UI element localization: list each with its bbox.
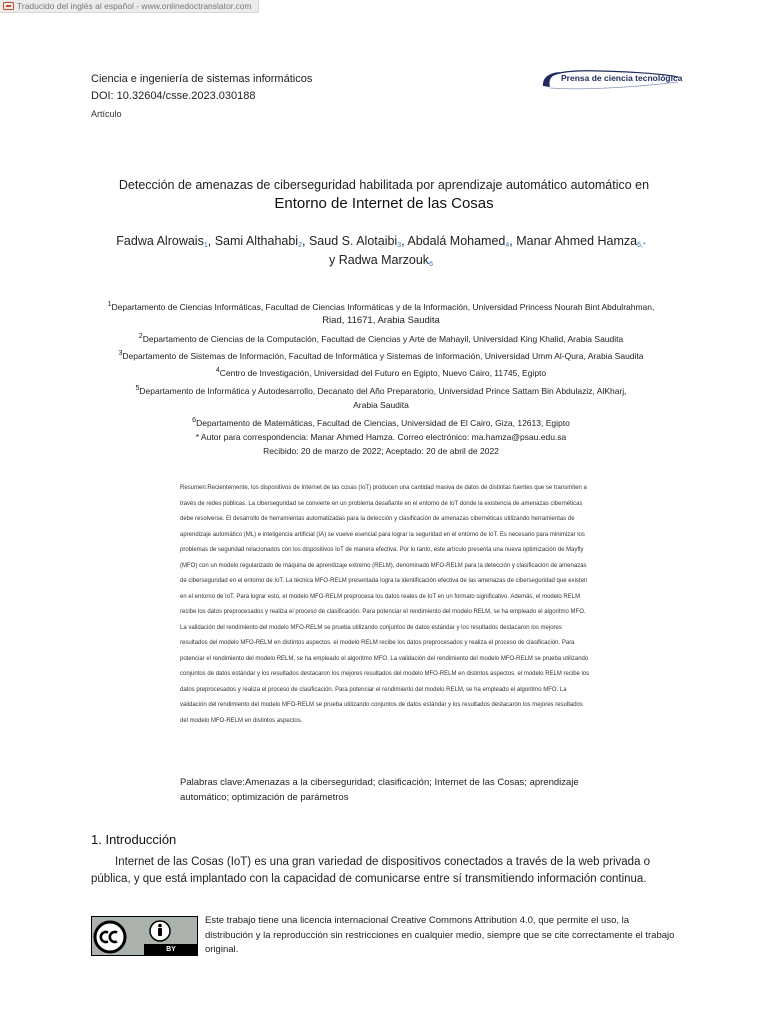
affiliations [91,297,671,459]
author-name: Saud S. Alotaibi [308,234,398,248]
affiliation-text: Departamento de Ciencias Informáticas, Facultad de Ciencias Informáticas y de la Información, Universidad Princess Nourah Bint Abdulrahman, [111,301,655,312]
journal-name: Ciencia e ingeniería de sistemas informáticos [91,73,313,85]
affiliation-number: 2 [138,331,143,340]
affiliation-5-cont: Arabia Saudita [353,400,409,411]
author-name: y Radwa Marzouk [329,253,430,267]
author-name: Fadwa Alrowais [116,234,204,248]
author-affiliation-mark[interactable]: 5,* [637,242,646,249]
affiliation-number: 6 [192,415,197,424]
author-separator: , [401,234,408,248]
affiliation-number: 5 [135,383,140,392]
affiliation-number: 1 [107,300,112,308]
section-heading-introduction: 1. Introducción [91,832,177,847]
corresponding-author [91,430,671,445]
translation-banner[interactable] [0,0,259,13]
author-list [91,233,671,271]
affiliation-6 [91,413,671,430]
affiliation-text: Centro de Investigación, Universidad del Futuro en Egipto, Nuevo Cairo, 11745, Egipto [219,368,547,379]
translation-banner-text[interactable]: Traducido del inglés al español - www.onlinedoctranslator.com [17,1,252,11]
journal-header [91,71,312,105]
author-affiliation-mark[interactable]: 6 [429,261,433,268]
affiliation-number: 3 [118,349,123,358]
keywords: Palabras clave:Amenazas a la ciberseguridad; clasificación; Internet de las Cosas; aprendizaje automático; optimización de parámetros [180,777,579,803]
affiliation-text: Departamento de Sistemas de Información, Facultad de Informática y Sistemas de Información, Universidad Umm Al-Qura, Arabia Saudita [122,350,644,361]
affiliation-2 [91,329,671,346]
corresponding-author-text[interactable]: * Autor para correspondencia: Manar Ahmed Hamza. Correo electrónico: ma.hamza@psau.edu.sa [195,431,567,442]
abstract: Resumen:Recientemente, los dispositivos de Internet de las cosas (IoT) producen una cantidad masiva de datos de distintas fuentes que se transmiten a través de redes públicas. La ciberseguridad se convierte en un problema desafiante en el entorno de IoT donde la existencia de amenazas cibernéticas debe resolverse. El desarrollo de herramientas automatizadas para la detección y clasificación de amenazas cibernéticas utilizando herramientas de aprendizaje automático (ML) e inteligencia artificial (IA) se vuelve esencial para lograr la seguridad en el entorno de IoT. Es necesario para minimizar los problemas de seguridad relacionados con los dispositivos IoT de manera efectiva. Por lo tanto, este artículo presenta una nueva optimización de Mayfly (MFO) con un modelo regularizado de máquina de aprendizaje extremo (RELM), denominado MFO-RELM para la detección y clasificación de amenazas de ciberseguridad en el entorno de IoT. La técnica MFO-RELM presentada logra la identificación efectiva de las amenazas de ciberseguridad que existen en el entorno de IoT. Para lograr esto, el modelo MFO-RELM preprocesa los datos reales de IoT en un formato significativo. Además, el modelo RELM recibe los datos preprocesados y realiza el proceso de clasificación. Para potenciar el rendimiento del modelo RELM, se ha empleado el algoritmo MFO. La validación del rendimiento del modelo MFO-RELM se prueba utilizando conjuntos de datos estándar y los resultados destacaron los mejores resultados del modelo MFO-RELM en distintos aspectos. el modelo RELM recibe los datos preprocesados y realiza el proceso de clasificación. Para potenciar el rendimiento del modelo RELM, se ha empleado el algoritmo MFO. La validación del rendimiento del modelo MFO-RELM se prueba utilizando conjuntos de datos estándar y los resultados destacaron los mejores resultados del modelo MFO-RELM en distintos aspectos. el modelo RELM recibe los datos preprocesados y realiza el proceso de clasificación. Para potenciar el rendimiento del modelo RELM, se ha empleado el algoritmo MFO. La validación del rendimiento del modelo MFO-RELM se prueba utilizando conjuntos de datos estándar y los resultados destacaron los mejores resultados del modelo MFO-RELM en distintos aspectos. [180,485,590,724]
author-separator: , [302,234,309,248]
affiliation-text: Departamento de Matemáticas, Facultad de Ciencias, Universidad de El Cairo, Giza, 12613, Egipto [196,417,570,428]
affiliation-text: Departamento de Ciencias de la Computación, Facultad de Ciencias y Arte de Mahayil, Universidad King Khalid, Arabia Saudita [142,333,624,344]
affiliation-number: 4 [215,366,220,375]
cc-by-license-badge[interactable] [91,916,198,956]
received-dates: Recibido: 20 de marzo de 2022; Aceptado: 20 de abril de 2022 [263,446,499,457]
author-name: Manar Ahmed Hamza [516,234,638,248]
author-separator: , [509,234,517,248]
author-name: Sami Althahabi [214,234,299,248]
publisher-logo-text: Prensa de ciencia tecnológica [561,73,683,83]
publisher-logo [540,66,683,92]
author-affiliation-mark[interactable]: 1 [203,242,208,249]
author-affiliation-mark[interactable]: 3 [397,242,402,249]
paper-title-line2: Entorno de Internet de las Cosas [274,195,494,212]
author-name: Abdalá Mohamed [407,234,506,248]
author-affiliation-mark[interactable]: 4 [505,242,510,249]
affiliation-4 [91,363,671,380]
affiliation-5 [91,381,671,398]
paper-title-line1: Detección de amenazas de ciberseguridad habilitada por aprendizaje automático automático en [118,178,650,192]
affiliation-text: Departamento de Informática y Autodesarrollo, Decanato del Año Preparatorio, Universidad Prince Sattam Bin Abdulaziz, AlKharj, [139,385,627,396]
affiliation-1-cont: Riad, 11671, Arabia Saudita [322,315,440,327]
author-affiliation-mark[interactable]: 2 [298,242,302,249]
affiliation-1 [91,297,671,314]
license-text: Este trabajo tiene una licencia internacional Creative Commons Attribution 4.0, que permite el uso, la distribución y la reproducción sin restricciones en cualquier medio, siempre que se cite correctamente el trabajo original. [205,915,675,955]
doi: DOI: 10.32604/csse.2023.030188 [91,90,256,102]
article-type: Artículo [91,109,122,119]
translate-icon [3,2,14,10]
by-label: BY [144,944,198,955]
affiliation-3 [91,346,671,363]
author-separator: , [207,234,215,248]
introduction-paragraph: Internet de las Cosas (IoT) es una gran variedad de dispositivos conectados a través de la web privada o pública, y que está implantado con la capacidad de comunicarse entre sí transmitiendo información continua. [91,856,651,885]
